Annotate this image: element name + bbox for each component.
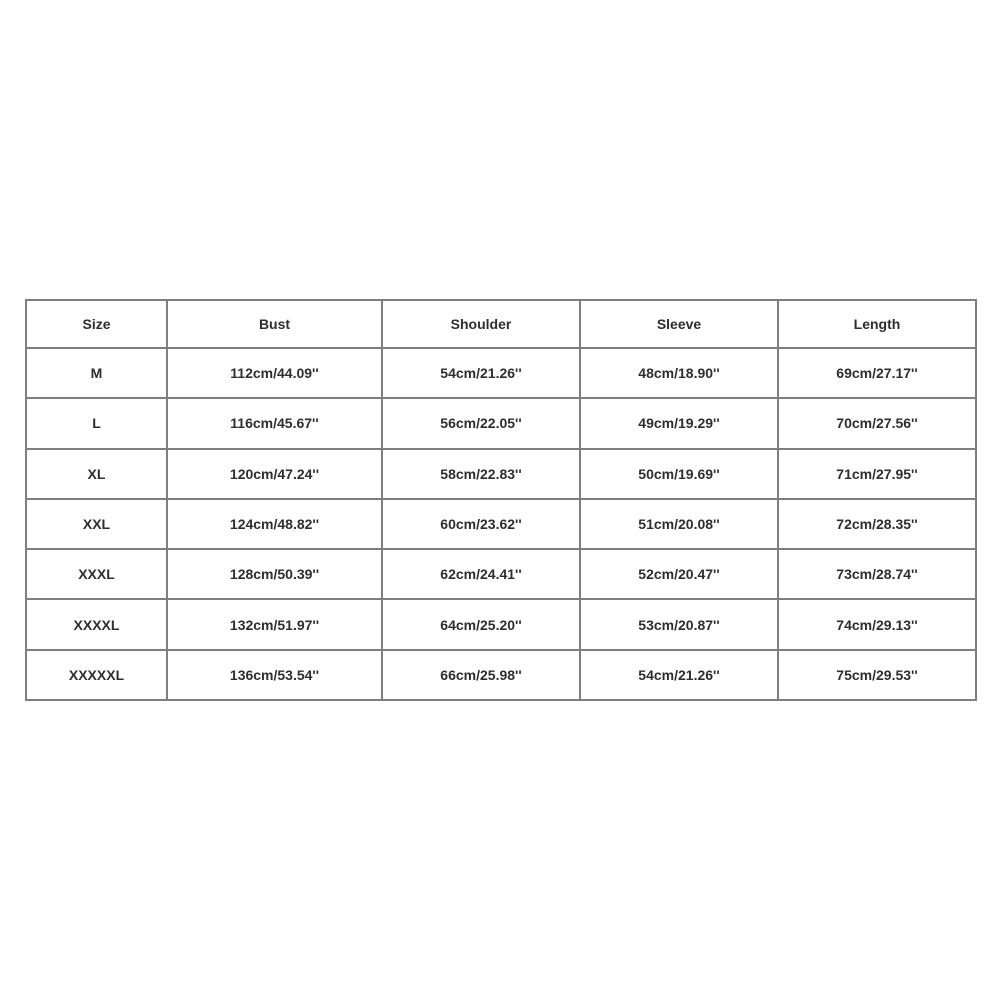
size-cell: XXL [26, 499, 167, 549]
sleeve-cell: 52cm/20.47'' [580, 549, 778, 599]
length-cell: 72cm/28.35'' [778, 499, 976, 549]
length-cell: 75cm/29.53'' [778, 650, 976, 700]
bust-cell: 128cm/50.39'' [167, 549, 382, 599]
length-cell: 73cm/28.74'' [778, 549, 976, 599]
shoulder-cell: 60cm/23.62'' [382, 499, 580, 549]
header-sleeve: Sleeve [580, 300, 778, 348]
header-bust: Bust [167, 300, 382, 348]
table-row [26, 348, 976, 398]
length-cell: 71cm/27.95'' [778, 449, 976, 499]
shoulder-cell: 64cm/25.20'' [382, 599, 580, 649]
bust-cell: 132cm/51.97'' [167, 599, 382, 649]
length-cell: 74cm/29.13'' [778, 599, 976, 649]
sleeve-cell: 54cm/21.26'' [580, 650, 778, 700]
sleeve-cell: 51cm/20.08'' [580, 499, 778, 549]
size-chart-table [25, 299, 977, 701]
table-header-row [26, 300, 976, 348]
sleeve-cell: 49cm/19.29'' [580, 398, 778, 448]
size-cell: L [26, 398, 167, 448]
shoulder-cell: 54cm/21.26'' [382, 348, 580, 398]
length-cell: 70cm/27.56'' [778, 398, 976, 448]
bust-cell: 136cm/53.54'' [167, 650, 382, 700]
shoulder-cell: 58cm/22.83'' [382, 449, 580, 499]
table-row [26, 449, 976, 499]
table-row [26, 650, 976, 700]
length-cell: 69cm/27.17'' [778, 348, 976, 398]
size-cell: XL [26, 449, 167, 499]
size-cell: XXXXXL [26, 650, 167, 700]
bust-cell: 112cm/44.09'' [167, 348, 382, 398]
table-row [26, 599, 976, 649]
shoulder-cell: 66cm/25.98'' [382, 650, 580, 700]
sleeve-cell: 53cm/20.87'' [580, 599, 778, 649]
size-cell: M [26, 348, 167, 398]
size-cell: XXXXL [26, 599, 167, 649]
header-shoulder: Shoulder [382, 300, 580, 348]
bust-cell: 116cm/45.67'' [167, 398, 382, 448]
sleeve-cell: 50cm/19.69'' [580, 449, 778, 499]
bust-cell: 124cm/48.82'' [167, 499, 382, 549]
table-row [26, 499, 976, 549]
bust-cell: 120cm/47.24'' [167, 449, 382, 499]
table-row [26, 398, 976, 448]
header-size: Size [26, 300, 167, 348]
sleeve-cell: 48cm/18.90'' [580, 348, 778, 398]
table-row [26, 549, 976, 599]
shoulder-cell: 56cm/22.05'' [382, 398, 580, 448]
shoulder-cell: 62cm/24.41'' [382, 549, 580, 599]
size-cell: XXXL [26, 549, 167, 599]
header-length: Length [778, 300, 976, 348]
